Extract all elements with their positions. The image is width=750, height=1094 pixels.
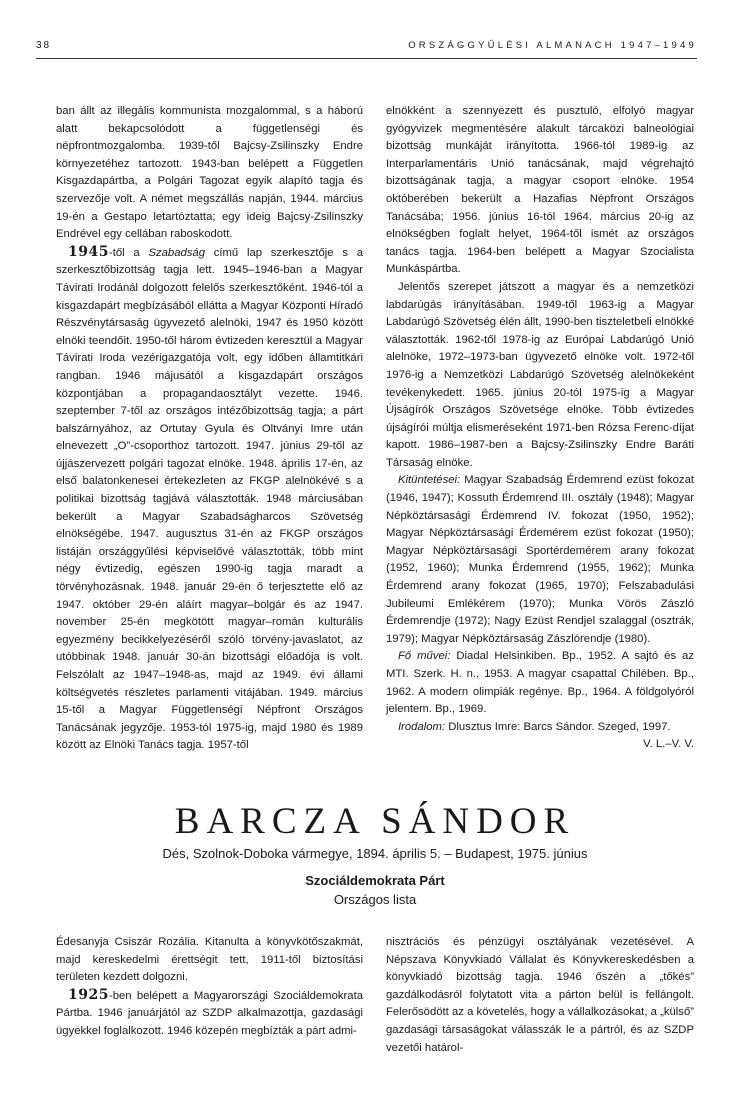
works-label: Fő művei: [398,650,451,663]
paragraph: elnökként a szennyezett és pusztuló, elfolyó magyar gyógyvizek megmentésére alakult tárcaközi balneológiai bizottság munkáját irányította. 1966-tól 1989-ig az Interparlamentáris Unió tanácsának, majd végrehajtó bizottságának tagja, a magyar csoport elnöke. 1954 októberében bekerült a Hazafias Népfront Országos Tanácsába; 1956. június 16-tól 1964. március 20-ig az elnökségben foglalt helyet, 1964-től ismét az országos tanács tagja. 1964-ben belépett a Magyar Szocialista Munkáspártba. [386,105,694,276]
page-number: 38 [36,40,52,51]
column-right-bottom [386,934,694,1057]
running-title: ORSZÁGGYŰLÉSI ALMANACH 1947–1949 [408,40,697,51]
paragraph: Édesanyja Csiszár Rozália. Kitanulta a könyvkötőszakmát, majd kereskedelmi érettségit tett, 1911-től biztosítási területen kezdett dolgozni. [56,936,363,984]
biography-birth-death: Dés, Szolnok-Doboka vármegye, 1894. április 5. – Budapest, 1975. június [162,846,588,861]
year-initial: 1925 [68,986,109,1003]
biography-party: Szociáldemokrata Párt [305,873,445,888]
paragraph: Jelentős szerepet játszott a magyar és a nemzetközi labdarúgás irányításában. 1949-től 1963-ig a Magyar Labdarúgó Szövetség élén állt, 1990-ben tiszteletbeli elnökké választották. 1962-től 1978-ig az Európai Labdarúgó Unió alelnöke, 1972–1973-ban ügyvezető elnöke volt. 1972-től 1976-ig a Nemzetközi Labdarúgó Szövetség alelnökeként tevékenykedett. 1965. június 20-tól 1975-ig a Magyar Újságírók Országos Szövetsége elnöke. Több évtizedes újságírói múltja elismeréseként 1971-ben Rózsa Ferenc-díjat kapott. 1986–1987-ben a Bajcsy-Zsilinszky Endre Baráti Társaság elnöke. [386,280,694,469]
literature-paragraph: Irodalom: Dlusztus Imre: Barcs Sándor. Szeged, 1997. [398,720,671,733]
column-left-bottom [56,934,363,1041]
literature-label: Irodalom: [398,720,446,733]
year-initial: 1945 [68,243,109,260]
works-paragraph: Fő művei: Diadal Helsinkiben. Bp., 1952. A sajtó és az MTI. Szerk. H. n., 1953. A magyar csapattal Chilében. Bp., 1962. A modern olimpiák regénye. Bp., 1964. A földgolyóról jelentem. Bp., 1969. [386,650,694,716]
biography-list: Országos lista [333,892,417,907]
column-right-top [386,103,694,754]
awards-label: Kitüntetései: [398,474,461,487]
author-signature: V. L.–V. V. [643,738,694,751]
periodical-title: Szabadság [148,246,205,259]
column-left-top [56,103,363,755]
header-rule [36,58,697,59]
paragraph: 1945-től a Szabadság című lap szerkesztője s a szerkesztőbizottság tagja lett. 1945–1946-ban a Magyar Távirati Irodánál dolgozott felelős szerkesztőként. 1946-tól a kisgazdapárt megbízásából ellátta a Magyar Központi Híradó Részvénytársaság ügyvezető alelnöki, 1947 és 1950 között elnöki teendőit. 1950-től három évtizeden keresztül a Magyar Távirati Iroda vezérigazgatója volt, egy időben államtitkári rangban. 1946 májusától a kisgazdapárt országos központjában a propagandaosztályt vezette. 1946. szeptember 7-től az országos intézőbizottság tagja; a párt balszárnyához, az Ortutay Gyula és Oltványi Imre után elnevezett „O”-csoporthoz tartozott. 1947. június 29-től az újjászervezett polgári tagozat elnöke. 1948. április 17-én, az első balatonkenesei értekezleten az FKGP alelnökévé s a politikai bizottság tagjává választották. 1948 márciusában bekerült a Magyar Szabadságharcos Szövetség elnökségébe. 1947. augusztus 31-én az FKGP országos listáján országgyűlési képviselővé választották, több mint négy évtizedig, egészen 1990-ig tagja maradt a törvényhozásnak. 1948. január 29-én ő terjesztette elő az 1947. október 29-én aláírt magyar–bolgár és az 1947. november 25-én megkötött magyar–román kulturális egyezmény becikkelyezéséről szóló törvény-javaslatot, az utóbbinak 1948. január 30-án bizottsági előadója is volt. Felszólalt az 1947–1948-as, majd az 1949. évi állami költségvetés részletes parlamenti vitájában. 1949. március 15-től a Magyar Függetlenségi Népfront Országos Tanácsának jegyzője. 1953-tól 1975-ig, majd 1980 és 1989 között az Elnöki Tanács tagja. 1957-től [56,243,363,752]
awards-paragraph: Kitüntetései: Magyar Szabadság Érdemrend ezüst fokozat (1946, 1947); Kossuth Érdemrend III. osztály (1948); Magyar Népköztársasági Érdemrend IV. fokozat (1950, 1952); Magyar Népköztársasági Érdemérem ezüst fokozat (1950); Magyar Népköztársasági Sportérdemérem arany fokozat (1952, 1960); Munka Érdemrend (1955, 1962); Munka Érdemrend arany fokozat (1965, 1970); Felszabadulási Jubileumi Emlékérem (1970); Munka Vörös Zászló Érdemrendje (1972); Nagy Ezüst Rendjel szalaggal (osztrák, 1979); Magyar Népköztársaság Zászlórendje (1980). [386,474,694,645]
paragraph: 1925-ben belépett a Magyarországi Szociáldemokrata Pártba. 1946 januárjától az SZDP alkalmazottja, gazdasági ügyekkel foglalkozott. 1946 közepén megbízták a párt admi- [56,986,363,1037]
biography-name: BARCZA SÁNDOR [174,801,576,842]
page-header [36,40,697,56]
paragraph: nisztrációs és pénzügyi osztályának vezetésével. A Népszava Könyvkiadó Vállalat és Könyvkereskedésben a könyvkiadó bizottság tagja. 1946 őszén a „tőkés” gazdálkodásról folytatott vita a párton belül is fellángolt. Felerősödött az a követelés, hogy a vállalkozásokat, a „külső” gazdasági társaságokat válasszák le a pártról, és az SZDP vezetői határol- [386,936,694,1054]
paragraph: ban állt az illegális kommunista mozgalommal, s a háború alatt bekapcsolódott a függetlenségi és népfrontmozgalomba. 1939-től Bajcsy-Zsilinszky Endre környezetéhez tartozott. 1943-ban belépett a Független Kisgazdapártba, a Polgári Tagozat egyik alapító tagja és szervezője volt. A német megszállás napján, 1944. március 19-én a Gestapo letartóztatta; egy ideig Bajcsy-Zsilinszky Endrével egy cellában raboskodott. [56,105,363,241]
